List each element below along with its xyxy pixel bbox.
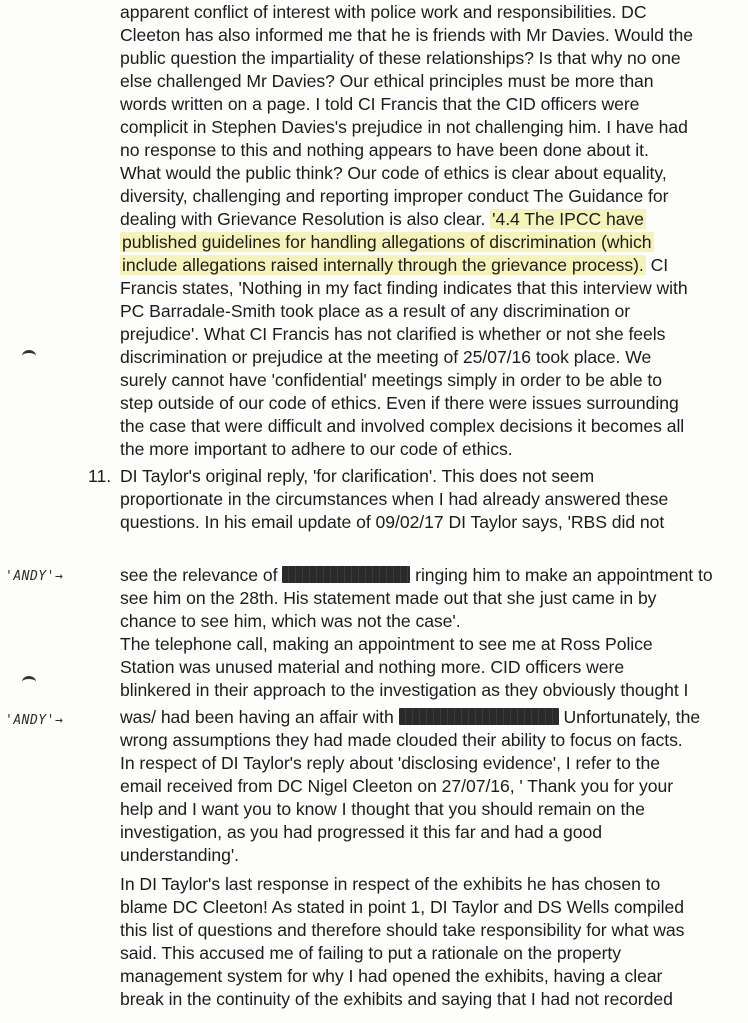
text-line — [120, 255, 668, 276]
text-segment: CI — [650, 255, 669, 275]
text-line: email received from DC Nigel Cleeton on 27/07/16, ' Thank you for your — [120, 776, 674, 796]
redaction-bar — [399, 708, 559, 725]
text-line: no response to this and nothing appears to have been done about it. — [120, 140, 649, 160]
text-line: PC Barradale-Smith took place as a result of any discrimination or — [120, 301, 631, 321]
text-line: this list of questions and therefore should take responsibility for what was — [120, 920, 685, 940]
text-line: help and I want you to know I thought that you should remain on the — [120, 799, 645, 819]
text-line: else challenged Mr Davies? Our ethical principles must be more than — [120, 71, 654, 91]
text-line: blinkered in their approach to the investigation as they obviously thought I — [120, 680, 689, 700]
text-line: Station was unused material and nothing more. CID officers were — [120, 657, 625, 677]
text-line — [120, 707, 700, 728]
text-line: public question the impartiality of these relationships? Is that why no one — [120, 48, 681, 68]
text-line: surely cannot have 'confidential' meetings simply in order to be able to — [120, 370, 662, 390]
text-line — [120, 565, 713, 586]
text-line: prejudice'. What CI Francis has not clarified is whether or not she feels — [120, 324, 666, 344]
redaction-bar — [282, 566, 410, 583]
text-line: blame DC Cleeton! As stated in point 1, DI Taylor and DS Wells compiled — [120, 897, 684, 917]
text-line: diversity, challenging and reporting improper conduct The Guidance for — [120, 186, 669, 206]
text-line: the more important to adhere to our code of ethics. — [120, 439, 513, 459]
text-line: said. This accused me of failing to put a rationale on the property — [120, 943, 621, 963]
text-line: wrong assumptions they had made clouded their ability to focus on facts. — [120, 730, 683, 750]
text-line — [120, 209, 646, 230]
text-line: apparent conflict of interest with police work and responsibilities. DC — [120, 2, 647, 22]
highlighted-quote: '4.4 The IPCC have — [492, 209, 644, 229]
text-line: The telephone call, making an appointment to see me at Ross Police — [120, 634, 653, 654]
text-line: investigation, as you had progressed it this far and had a good — [120, 822, 602, 842]
text-line: words written on a page. I told CI Francis that the CID officers were — [120, 94, 640, 114]
text-line — [120, 232, 654, 253]
text-line: see him on the 28th. His statement made out that she just came in by — [120, 588, 657, 608]
text-line: complicit in Stephen Davies's prejudice in not challenging him. I have had — [120, 117, 688, 137]
text-line: Francis states, 'Nothing in my fact finding indicates that this interview with — [120, 278, 688, 298]
text-line: understanding'. — [120, 845, 240, 865]
text-line: discrimination or prejudice at the meeting of 25/07/16 took place. We — [120, 347, 652, 367]
text-segment: was/ had been having an affair with — [120, 707, 394, 727]
text-line: break in the continuity of the exhibits and saying that I had not recorded — [120, 989, 673, 1009]
text-segment: dealing with Grievance Resolution is also clear. — [120, 209, 486, 229]
text-line: What would the public think? Our code of ethics is clear about equality, — [120, 163, 667, 183]
text-line: the case that were difficult and involved complex decisions it becomes all — [120, 416, 685, 436]
text-line: DI Taylor's original reply, 'for clarification'. This does not seem — [120, 466, 595, 486]
highlighted-quote: include allegations raised internally through the grievance process). — [122, 255, 644, 275]
handwritten-margin-note: 'ANDY'→ — [5, 569, 64, 584]
text-line: proportionate in the circumstances when I had already answered these — [120, 489, 669, 509]
pen-mark — [22, 676, 36, 688]
text-segment: see the relevance of — [120, 565, 278, 585]
item-number: 11. — [88, 466, 112, 486]
text-line: step outside of our code of ethics. Even if there were issues surrounding — [120, 393, 679, 413]
text-line: In DI Taylor's last response in respect of the exhibits he has chosen to — [120, 874, 661, 894]
pen-mark — [22, 350, 36, 362]
text-line: chance to see him, which was not the case'. — [120, 611, 461, 631]
text-segment: ringing him to make an appointment to — [415, 565, 713, 585]
text-line: questions. In his email update of 09/02/17 DI Taylor says, 'RBS did not — [120, 512, 665, 532]
text-line: Cleeton has also informed me that he is friends with Mr Davies. Would the — [120, 25, 693, 45]
text-segment: Unfortunately, the — [563, 707, 701, 727]
text-line: In respect of DI Taylor's reply about 'disclosing evidence', I refer to the — [120, 753, 660, 773]
text-line: management system for why I had opened the exhibits, having a clear — [120, 966, 663, 986]
highlighted-quote: published guidelines for handling allegations of discrimination (which — [122, 232, 652, 252]
handwritten-margin-note: 'ANDY'→ — [5, 713, 64, 728]
